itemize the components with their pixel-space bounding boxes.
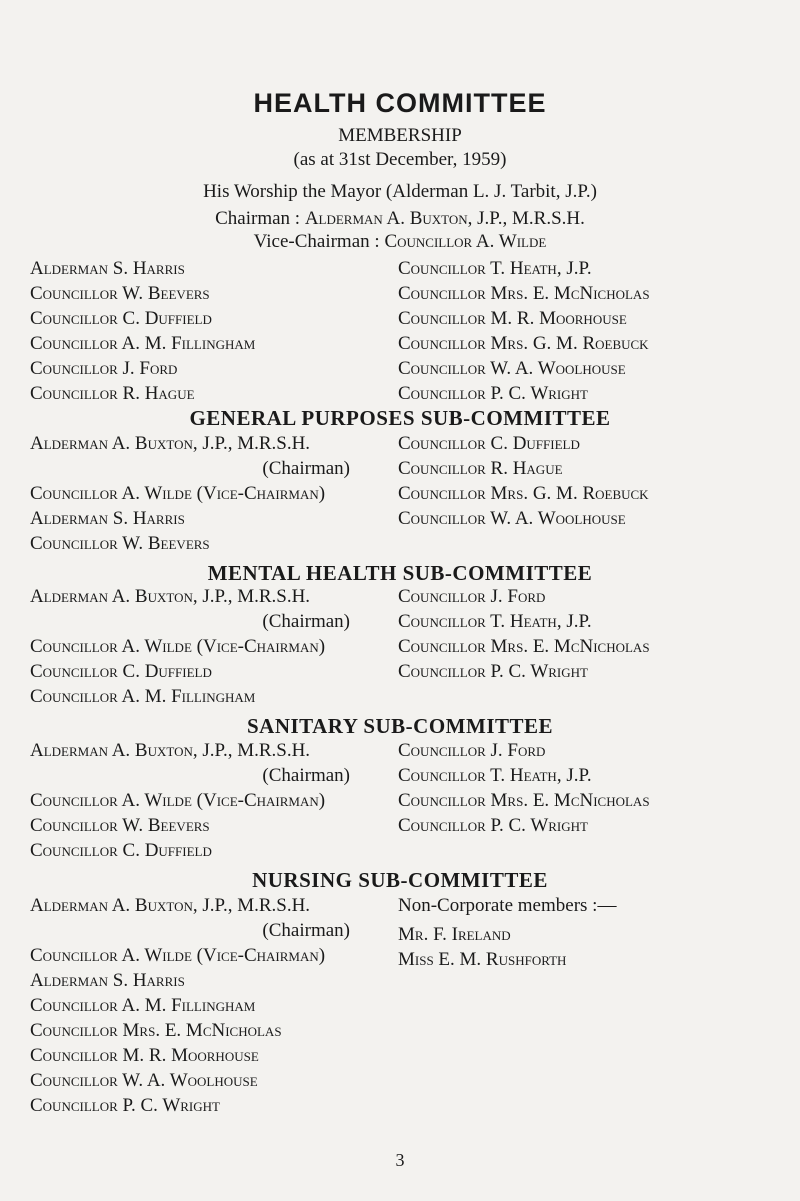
list-item: Councillor J. Ford [398, 586, 546, 607]
list-item: Councillor A. M. Fillingham [30, 686, 256, 707]
mayor-line: His Worship the Mayor (Alderman L. J. Tarbit, J.P.) [203, 181, 597, 202]
list-item: Councillor W. Beevers [30, 283, 210, 304]
list-item: Councillor Mrs. E. McNicholas [398, 790, 650, 811]
list-item: Councillor P. C. Wright [398, 815, 588, 836]
nursing-title: NURSING SUB-COMMITTEE [252, 868, 548, 892]
list-item: Councillor W. A. Woolhouse [30, 1070, 258, 1091]
sanitary-title: SANITARY SUB-COMMITTEE [246, 714, 554, 738]
list-item: Councillor M. R. Moorhouse [30, 1045, 259, 1066]
membership-heading: MEMBERSHIP [338, 125, 462, 146]
list-item: Councillor T. Heath, J.P. [398, 258, 592, 279]
vice-chairman-label: Vice-Chairman : [253, 231, 385, 252]
list-item: Councillor C. Duffield [30, 308, 212, 329]
list-item: Councillor Mrs. E. McNicholas [398, 636, 650, 657]
page-title: HEALTH COMMITTEE [253, 88, 547, 118]
nursing-right-list [398, 893, 616, 972]
list-item: Councillor J. Ford [398, 740, 546, 761]
membership-left-list [30, 256, 255, 406]
list-item: Councillor C. Duffield [30, 661, 212, 682]
list-item: Alderman S. Harris [30, 258, 185, 279]
list-item: Councillor A. Wilde (Vice-Chairman) [30, 636, 326, 657]
sanitary-left-list [30, 738, 350, 863]
vice-chairman-name: Councillor A. Wilde [384, 231, 547, 252]
general-purposes-left-list [30, 431, 350, 556]
chairman-note: (Chairman) [262, 611, 350, 632]
list-item: Alderman S. Harris [30, 970, 185, 991]
list-item: Alderman A. Buxton, J.P., M.R.S.H. [30, 433, 311, 454]
list-item: Councillor Mrs. G. M. Roebuck [398, 483, 649, 504]
list-item: Councillor Mrs. E. McNicholas [398, 283, 650, 304]
list-item: Alderman A. Buxton, J.P., M.R.S.H. [30, 895, 311, 916]
list-item: Councillor T. Heath, J.P. [398, 611, 592, 632]
list-item: Councillor R. Hague [30, 383, 195, 404]
general-purposes-title: GENERAL PURPOSES SUB-COMMITTEE [189, 406, 611, 430]
list-item: Councillor P. C. Wright [30, 1095, 220, 1116]
chairman-line [0, 208, 800, 230]
list-item: Councillor A. Wilde (Vice-Chairman) [30, 483, 326, 504]
chairman-label: Chairman : [215, 208, 305, 229]
membership-right-list [398, 256, 650, 406]
list-item: Councillor W. Beevers [30, 533, 210, 554]
list-item: Alderman A. Buxton, J.P., M.R.S.H. [30, 586, 311, 607]
chairman-note: (Chairman) [262, 765, 350, 786]
chairman-note: (Chairman) [262, 458, 350, 479]
list-item: Alderman A. Buxton, J.P., M.R.S.H. [30, 740, 311, 761]
date-line: (as at 31st December, 1959) [293, 149, 507, 170]
mental-health-title: MENTAL HEALTH SUB-COMMITTEE [207, 561, 593, 585]
list-item: Councillor C. Duffield [30, 840, 212, 861]
list-item: Councillor C. Duffield [398, 433, 580, 454]
list-item: Councillor J. Ford [30, 358, 178, 379]
chairman-note: (Chairman) [262, 920, 350, 941]
mental-health-left-list [30, 584, 350, 709]
list-item: Councillor W. A. Woolhouse [398, 508, 626, 529]
list-item: Councillor W. A. Woolhouse [398, 358, 626, 379]
list-item: Councillor A. Wilde (Vice-Chairman) [30, 945, 326, 966]
vice-chairman-line [0, 231, 800, 253]
non-corporate-label: Non-Corporate members :— [398, 895, 617, 916]
chairman-name: Alderman A. Buxton, J.P., M.R.S.H. [304, 208, 585, 229]
list-item: Councillor P. C. Wright [398, 661, 588, 682]
sanitary-right-list [398, 738, 650, 838]
general-purposes-right-list [398, 431, 649, 531]
list-item: Councillor A. M. Fillingham [30, 333, 256, 354]
list-item: Councillor P. C. Wright [398, 383, 588, 404]
list-item: Councillor R. Hague [398, 458, 563, 479]
nursing-left-list [30, 893, 350, 1118]
list-item: Councillor T. Heath, J.P. [398, 765, 592, 786]
mental-health-right-list [398, 584, 650, 684]
list-item: Councillor W. Beevers [30, 815, 210, 836]
list-item: Miss E. M. Rushforth [398, 949, 567, 970]
list-item: Mr. F. Ireland [398, 924, 511, 945]
list-item: Councillor A. Wilde (Vice-Chairman) [30, 790, 326, 811]
list-item: Councillor Mrs. E. McNicholas [30, 1020, 282, 1041]
list-item: Councillor Mrs. G. M. Roebuck [398, 333, 649, 354]
list-item: Councillor M. R. Moorhouse [398, 308, 627, 329]
page-number: 3 [395, 1150, 405, 1170]
list-item: Councillor A. M. Fillingham [30, 995, 256, 1016]
list-item: Alderman S. Harris [30, 508, 185, 529]
